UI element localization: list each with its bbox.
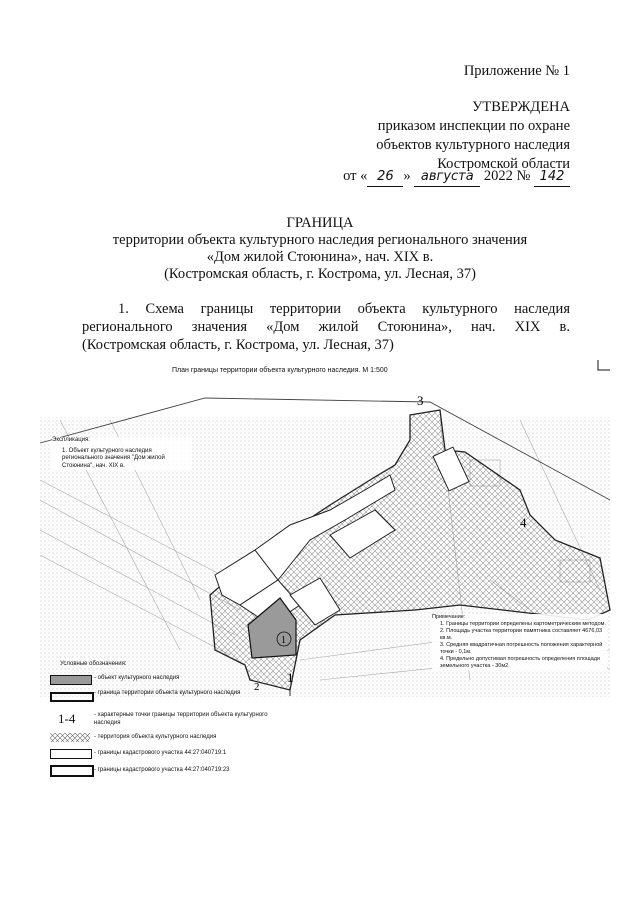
order-date-line bbox=[343, 167, 570, 187]
legend-item-6: - границы кадастрового участка 44:27:040719:23 bbox=[94, 767, 230, 773]
legend-swatch-object bbox=[50, 675, 92, 685]
approved-line-1: приказом инспекции по охране bbox=[377, 118, 570, 134]
legend-item-4: - территория объекта культурного наследия bbox=[94, 734, 217, 740]
doc-title-line-2: «Дом жилой Стоюнина», нач. XIX в. bbox=[206, 249, 434, 265]
notes-block bbox=[432, 614, 607, 670]
legend-title: Условные обозначения: bbox=[60, 661, 127, 667]
point-3-label: 3 bbox=[417, 393, 424, 408]
legend-item-2: - граница территории объекта культурного наследия bbox=[94, 690, 241, 696]
paragraph-line-2: регионального значения «Дом жилой Стоюнина», нач. XIX в. bbox=[82, 319, 570, 335]
doc-title-line-3: (Костромская область, г. Кострома, ул. Лесная, 37) bbox=[164, 266, 476, 282]
approved-line-3: Костромской области bbox=[437, 156, 570, 172]
date-year: 2022 № bbox=[483, 168, 531, 184]
date-mid: » bbox=[403, 168, 411, 184]
legend-swatch-boundary bbox=[50, 692, 94, 702]
note-item-1: 1. Границы территории определены картометрическим методом. bbox=[440, 621, 606, 627]
note-item-2: 2. Площадь участка территории памятника составляет 4676,03 кв.м. bbox=[440, 628, 603, 641]
doc-title: ГРАНИЦА bbox=[286, 215, 354, 231]
appendix-label: Приложение № 1 bbox=[463, 63, 570, 79]
legend-swatch-parcel-1 bbox=[50, 749, 92, 759]
legend-item-3: - характерные точки границы территории объекта культурного наследия bbox=[94, 712, 268, 726]
note-item-4: 4. Предельно допустимая погрешность определения площади земельного участка - 30м2. bbox=[440, 656, 600, 669]
point-4-label: 4 bbox=[520, 515, 527, 530]
explication-block bbox=[52, 437, 192, 470]
legend-swatch-territory bbox=[50, 733, 90, 742]
explication-item: 1. Объект культурного наследия регионального значения "Дом жилой Стоюнина", нач. XIX в. bbox=[62, 447, 165, 469]
doc-title-line-1: территории объекта культурного наследия регионального значения bbox=[112, 232, 528, 248]
date-prefix: от « bbox=[343, 168, 368, 184]
legend-swatch-parcel-2 bbox=[50, 765, 94, 777]
legend-item-5: - границы кадастрового участка 44:27:040719:1 bbox=[94, 750, 227, 756]
map-caption: План границы территории объекта культурного наследия. М 1:500 bbox=[172, 367, 388, 374]
paragraph-line-1: 1. Схема границы территории объекта культурного наследия bbox=[118, 301, 570, 317]
date-day: 26 bbox=[367, 167, 403, 187]
corner-mark-icon bbox=[596, 360, 612, 374]
approved-label: УТВЕРЖДЕНА bbox=[472, 99, 570, 115]
order-number: 142 bbox=[534, 167, 570, 187]
notes-title: Примечание: bbox=[432, 614, 466, 620]
paragraph-line-3: (Костромская область, г. Кострома, ул. Лесная, 37) bbox=[82, 337, 394, 353]
note-item-3: 3. Средняя квадратичная погрешность положения характерной точки - 0,1м. bbox=[440, 642, 603, 655]
legend-item-1: - объект культурного наследия bbox=[94, 675, 180, 681]
object-marker-label: 1 bbox=[281, 635, 286, 646]
point-1-label: 1 bbox=[287, 670, 294, 685]
legend-symbol-points: 1-4 bbox=[58, 711, 76, 726]
point-2-label: 2 bbox=[254, 681, 260, 693]
explication-title: Экспликация: bbox=[52, 437, 90, 443]
approved-line-2: объектов культурного наследия bbox=[376, 137, 570, 153]
date-month: августа bbox=[414, 167, 480, 187]
